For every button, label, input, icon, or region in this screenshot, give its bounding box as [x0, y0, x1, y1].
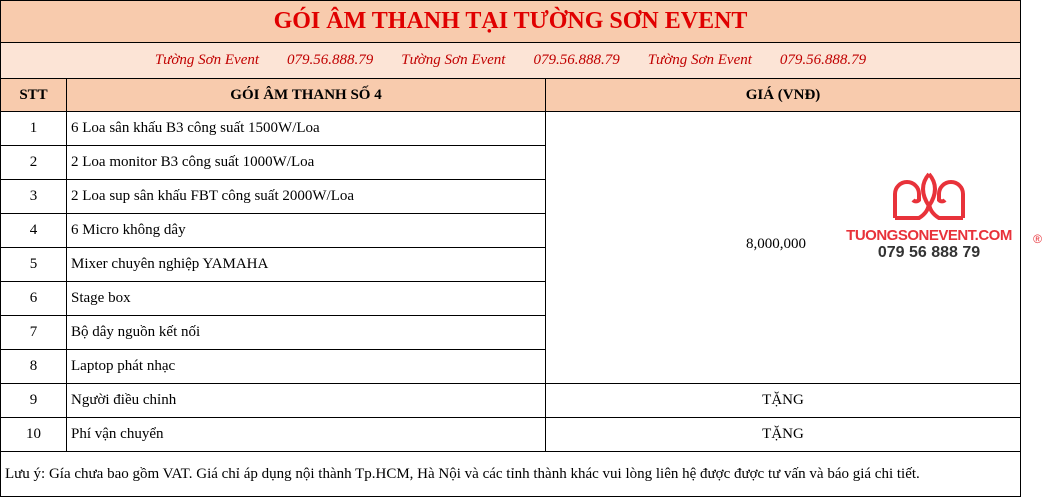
row-stt: 7 — [1, 316, 67, 350]
registered-mark: ® — [1033, 232, 1042, 246]
lotus-logo-icon — [889, 172, 969, 222]
header-package: GÓI ÂM THANH SỐ 4 — [67, 79, 546, 112]
header-price: GIÁ (VNĐ) — [546, 79, 1021, 112]
row-stt: 6 — [1, 282, 67, 316]
row-item: Mixer chuyên nghiệp YAMAHA — [67, 248, 546, 282]
logo-phone: 079 56 888 79 — [877, 244, 981, 261]
row-stt: 1 — [1, 112, 67, 146]
contact-strip — [1, 43, 1021, 79]
logo — [834, 172, 1042, 262]
row-item: 2 Loa monitor B3 công suất 1000W/Loa — [67, 146, 546, 180]
row-item: Người điều chỉnh — [67, 384, 546, 418]
row-stt: 10 — [1, 418, 67, 452]
table-row — [1, 384, 1021, 418]
brand-name: Tường Sơn Event — [401, 52, 506, 68]
row-item: Bộ dây nguồn kết nối — [67, 316, 546, 350]
row-stt: 2 — [1, 146, 67, 180]
phone: 079.56.888.79 — [779, 52, 867, 68]
table-row — [1, 418, 1021, 452]
row-item: Phí vận chuyển — [67, 418, 546, 452]
price-cell — [546, 112, 1042, 384]
brand-name: Tường Sơn Event — [154, 52, 260, 68]
package-price: 8,000,000 — [746, 236, 806, 252]
row-item: 6 Loa sân khấu B3 công suất 1500W/Loa — [67, 112, 546, 146]
row-stt: 9 — [1, 384, 67, 418]
row-price: TẶNG — [546, 418, 1021, 452]
row-stt: 8 — [1, 350, 67, 384]
table-row — [1, 112, 1021, 146]
page-title: GÓI ÂM THANH TẠI TƯỜNG SƠN EVENT — [1, 1, 1021, 43]
footnote: Lưu ý: Gía chưa bao gồm VAT. Giá chỉ áp dụng nội thành Tp.HCM, Hà Nội và các tỉnh thành khác vui lòng liên hệ được được tư vấn và báo giá chi tiết. — [1, 452, 1021, 497]
phone: 079.56.888.79 — [287, 52, 374, 68]
row-item: 6 Micro không dây — [67, 214, 546, 248]
row-price: TẶNG — [546, 384, 1021, 418]
row-item: Laptop phát nhạc — [67, 350, 546, 384]
row-item: Stage box — [67, 282, 546, 316]
row-stt: 4 — [1, 214, 67, 248]
brand-name: Tường Sơn Event — [647, 52, 752, 68]
header-stt: STT — [1, 79, 67, 112]
logo-brand: TUONGSONEVENT.COM — [846, 227, 1012, 244]
row-item: 2 Loa sup sân khấu FBT công suất 2000W/Loa — [67, 180, 546, 214]
row-stt: 3 — [1, 180, 67, 214]
phone: 079.56.888.79 — [533, 52, 620, 68]
row-stt: 5 — [1, 248, 67, 282]
